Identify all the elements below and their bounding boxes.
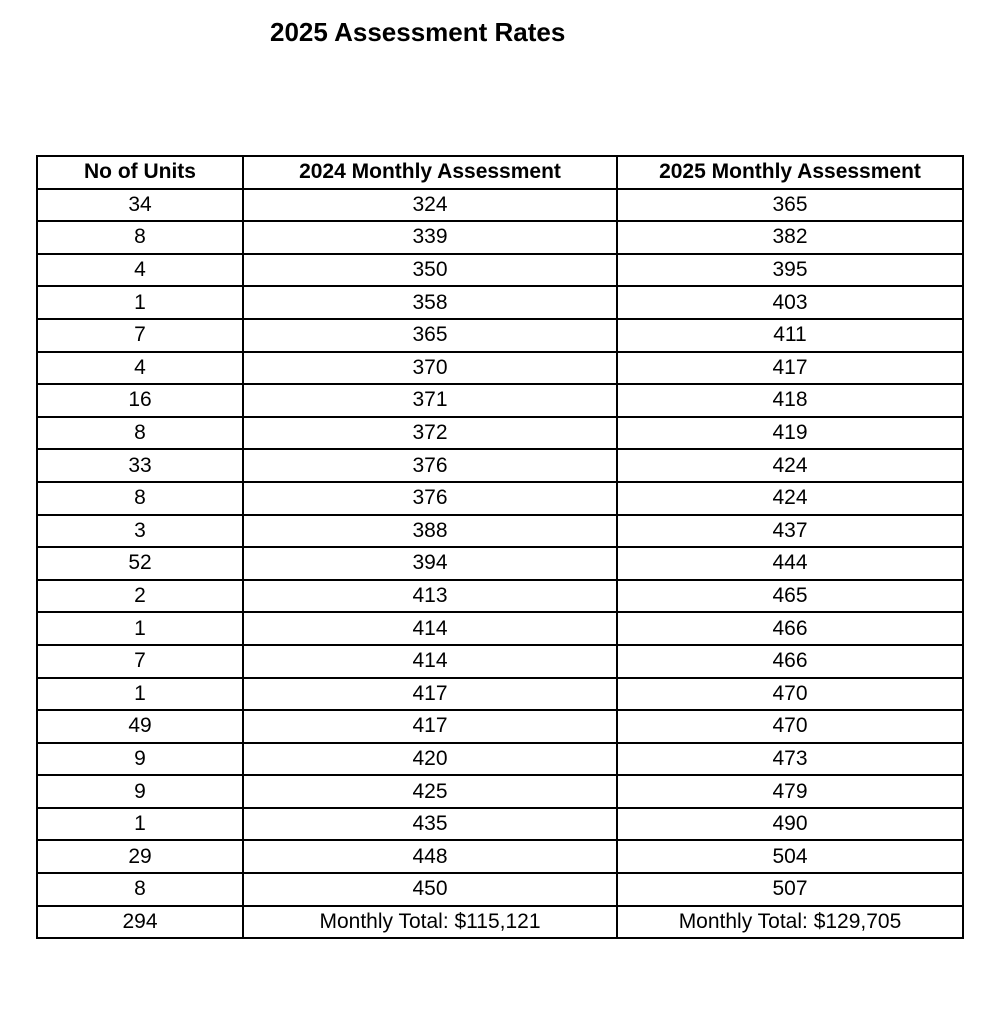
total-2024-monthly: Monthly Total: $115,121 bbox=[243, 906, 617, 939]
units-cell: 9 bbox=[37, 743, 243, 776]
assessment-2025-cell: 395 bbox=[617, 254, 963, 287]
total-2025-monthly: Monthly Total: $129,705 bbox=[617, 906, 963, 939]
units-cell: 2 bbox=[37, 580, 243, 613]
units-cell: 1 bbox=[37, 286, 243, 319]
assessment-2025-cell: 382 bbox=[617, 221, 963, 254]
assessment-2024-cell: 448 bbox=[243, 840, 617, 873]
assessment-2025-cell: 507 bbox=[617, 873, 963, 906]
assessment-2025-cell: 419 bbox=[617, 417, 963, 450]
assessment-2024-cell: 425 bbox=[243, 775, 617, 808]
assessment-2024-cell: 417 bbox=[243, 710, 617, 743]
assessment-2024-cell: 358 bbox=[243, 286, 617, 319]
assessment-2025-cell: 403 bbox=[617, 286, 963, 319]
units-cell: 4 bbox=[37, 254, 243, 287]
units-cell: 1 bbox=[37, 678, 243, 711]
assessment-2024-cell: 414 bbox=[243, 645, 617, 678]
units-cell: 16 bbox=[37, 384, 243, 417]
units-cell: 7 bbox=[37, 645, 243, 678]
table-body bbox=[37, 189, 963, 906]
table-row bbox=[37, 417, 963, 450]
table-row bbox=[37, 384, 963, 417]
table-row bbox=[37, 580, 963, 613]
assessment-2025-cell: 473 bbox=[617, 743, 963, 776]
assessment-2024-cell: 376 bbox=[243, 449, 617, 482]
assessment-2025-cell: 479 bbox=[617, 775, 963, 808]
assessment-2024-cell: 372 bbox=[243, 417, 617, 450]
total-units: 294 bbox=[37, 906, 243, 939]
table-row bbox=[37, 189, 963, 222]
units-cell: 8 bbox=[37, 873, 243, 906]
assessment-2024-cell: 394 bbox=[243, 547, 617, 580]
assessment-2024-cell: 414 bbox=[243, 612, 617, 645]
assessment-rates-table bbox=[36, 155, 964, 939]
units-cell: 7 bbox=[37, 319, 243, 352]
units-cell: 8 bbox=[37, 482, 243, 515]
assessment-2025-cell: 417 bbox=[617, 352, 963, 385]
units-cell: 34 bbox=[37, 189, 243, 222]
table-row bbox=[37, 286, 963, 319]
assessment-2024-cell: 376 bbox=[243, 482, 617, 515]
header-no-of-units: No of Units bbox=[37, 156, 243, 189]
units-cell: 3 bbox=[37, 515, 243, 548]
assessment-2024-cell: 435 bbox=[243, 808, 617, 841]
assessment-2024-cell: 339 bbox=[243, 221, 617, 254]
assessment-2024-cell: 388 bbox=[243, 515, 617, 548]
assessment-2024-cell: 324 bbox=[243, 189, 617, 222]
assessment-2025-cell: 444 bbox=[617, 547, 963, 580]
table-row bbox=[37, 547, 963, 580]
table-row bbox=[37, 873, 963, 906]
table-row bbox=[37, 254, 963, 287]
assessment-2024-cell: 365 bbox=[243, 319, 617, 352]
units-cell: 29 bbox=[37, 840, 243, 873]
table-row bbox=[37, 775, 963, 808]
table-row bbox=[37, 352, 963, 385]
units-cell: 9 bbox=[37, 775, 243, 808]
assessment-2024-cell: 350 bbox=[243, 254, 617, 287]
assessment-2024-cell: 417 bbox=[243, 678, 617, 711]
assessment-2025-cell: 465 bbox=[617, 580, 963, 613]
assessment-2025-cell: 490 bbox=[617, 808, 963, 841]
assessment-2025-cell: 424 bbox=[617, 482, 963, 515]
assessment-2024-cell: 420 bbox=[243, 743, 617, 776]
assessment-2025-cell: 466 bbox=[617, 645, 963, 678]
units-cell: 4 bbox=[37, 352, 243, 385]
assessment-2024-cell: 370 bbox=[243, 352, 617, 385]
assessment-2024-cell: 371 bbox=[243, 384, 617, 417]
page-title: 2025 Assessment Rates bbox=[270, 17, 566, 47]
table-row bbox=[37, 449, 963, 482]
units-cell: 8 bbox=[37, 417, 243, 450]
units-cell: 1 bbox=[37, 808, 243, 841]
assessment-2025-cell: 365 bbox=[617, 189, 963, 222]
units-cell: 1 bbox=[37, 612, 243, 645]
table-row bbox=[37, 743, 963, 776]
table-row bbox=[37, 515, 963, 548]
assessment-2025-cell: 424 bbox=[617, 449, 963, 482]
assessment-2025-cell: 466 bbox=[617, 612, 963, 645]
units-cell: 49 bbox=[37, 710, 243, 743]
table-row bbox=[37, 678, 963, 711]
units-cell: 52 bbox=[37, 547, 243, 580]
assessment-2024-cell: 450 bbox=[243, 873, 617, 906]
header-row bbox=[37, 156, 963, 189]
units-cell: 33 bbox=[37, 449, 243, 482]
table-row bbox=[37, 221, 963, 254]
table-row bbox=[37, 319, 963, 352]
table-row bbox=[37, 710, 963, 743]
assessment-2025-cell: 418 bbox=[617, 384, 963, 417]
assessment-2025-cell: 411 bbox=[617, 319, 963, 352]
units-cell: 8 bbox=[37, 221, 243, 254]
table-row bbox=[37, 612, 963, 645]
table-row bbox=[37, 840, 963, 873]
assessment-2025-cell: 437 bbox=[617, 515, 963, 548]
assessment-2024-cell: 413 bbox=[243, 580, 617, 613]
header-2024-monthly-assessment: 2024 Monthly Assessment bbox=[243, 156, 617, 189]
table-row bbox=[37, 808, 963, 841]
table-footer bbox=[37, 906, 963, 939]
assessment-2025-cell: 470 bbox=[617, 710, 963, 743]
header-2025-monthly-assessment: 2025 Monthly Assessment bbox=[617, 156, 963, 189]
total-row bbox=[37, 906, 963, 939]
table-header bbox=[37, 156, 963, 189]
assessment-2025-cell: 504 bbox=[617, 840, 963, 873]
table-row bbox=[37, 482, 963, 515]
table-row bbox=[37, 645, 963, 678]
assessment-2025-cell: 470 bbox=[617, 678, 963, 711]
